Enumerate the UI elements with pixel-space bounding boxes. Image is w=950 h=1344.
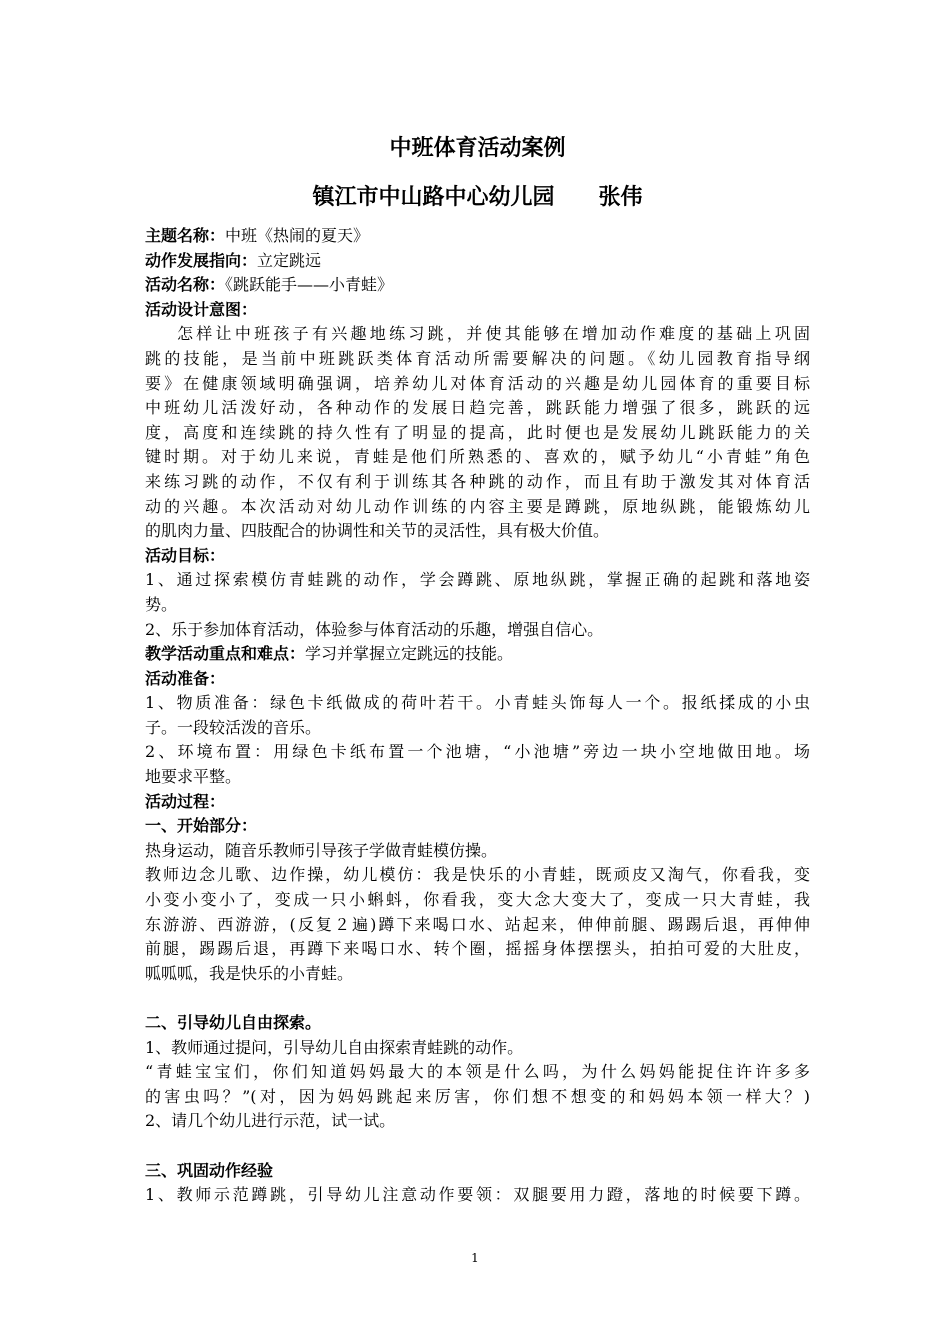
prep-line: 地要求平整。 [145, 767, 242, 787]
prep-line: 1、物质准备：绿色卡纸做成的荷叶若干。小青蛙头饰每人一个。报纸揉成的小虫 [145, 693, 810, 713]
part2-line: 2、请几个幼儿进行示范，试一试。 [145, 1111, 396, 1131]
direction-row [145, 249, 810, 274]
design-line: 的肌肉力量、四肢配合的协调性和关节的灵活性，具有极大价值。 [145, 521, 610, 541]
process-heading: 活动过程： [145, 791, 226, 811]
part1-line: 前腿，踢踢后退，再蹲下来喝口水、转个圈，摇摇身体摆摆头，拍拍可爱的大肚皮， [145, 939, 810, 959]
goal-line: 1、通过探索模仿青蛙跳的动作，学会蹲跳、原地纵跳，掌握正确的起跳和落地姿 [145, 570, 810, 590]
part1-line: 小变小变小了，变成一只小蝌蚪，你看我，变大念大变大了，变成一只大青蛙，我 [145, 890, 810, 910]
direction-label: 动作发展指向： [145, 250, 258, 270]
part1-line: 呱呱呱，我是快乐的小青蛙。 [145, 963, 354, 983]
design-heading: 活动设计意图： [145, 299, 258, 319]
prep-line: 子。一段较活泼的音乐。 [145, 717, 322, 737]
design-line: 动的兴趣。本次活动对幼儿动作训练的内容主要是蹲跳，原地纵跳，能锻炼幼儿 [145, 496, 810, 516]
part1-line: 东游游、西游游，(反复２遍)蹲下来喝口水、站起来，伸伸前腿、踢踢后退，再伸伸 [145, 914, 810, 934]
part3-heading: 三、巩固动作经验 [145, 1160, 274, 1180]
design-line: 度，高度和连续跳的持久性有了明显的提高，此时便也是发展幼儿跳跃能力的关 [145, 422, 810, 442]
design-line: 键时期。对于幼儿来说，青蛙是他们所熟悉的、喜欢的，赋予幼儿“小青蛙”角色 [145, 447, 810, 467]
part1-line: 热身运动，随音乐教师引导孩子学做青蛙模仿操。 [145, 840, 498, 860]
document-title: 中班体育活动案例 [389, 136, 566, 161]
key-points-label: 教学活动重点和难点： [145, 644, 306, 664]
design-line: 来练习跳的动作，不仅有利于训练其各种跳的动作，而且有助于激发其对体育活 [145, 471, 810, 491]
spacer [145, 1134, 810, 1159]
document-body [145, 224, 810, 1208]
part3-line: 1、教师示范蹲跳，引导幼儿注意动作要领：双腿要用力蹬，落地的时候要下蹲。 [145, 1185, 810, 1205]
prep-heading: 活动准备： [145, 668, 226, 688]
design-line: 跳的技能，是当前中班跳跃类体育活动所需要解决的问题。《幼儿园教育指导纲 [145, 348, 810, 368]
theme-row [145, 224, 810, 249]
design-line: 要》在健康领域明确强调，培养幼儿对体育活动的兴趣是幼儿园体育的重要目标 [145, 373, 810, 393]
part2-line: 的害虫吗？”(对，因为妈妈跳起来厉害，你们想不想变的和妈妈本领一样大？) [145, 1086, 810, 1106]
theme-value: 中班《热闹的夏天》 [225, 226, 370, 245]
goals-heading: 活动目标： [145, 545, 226, 565]
part2-line: “青蛙宝宝们，你们知道妈妈最大的本领是什么吗，为什么妈妈能捉住许许多多 [145, 1062, 810, 1082]
author-name: 张伟 [598, 185, 643, 210]
direction-value: 立定跳远 [257, 250, 322, 270]
author-line [145, 183, 810, 213]
spacer [145, 986, 810, 1011]
activity-value: 《跳跃能手——小青蛙》 [225, 275, 394, 295]
activity-row [145, 273, 810, 298]
goal-line: 势。 [145, 594, 178, 614]
theme-label: 主题名称： [145, 226, 226, 245]
key-points-row [145, 642, 810, 667]
design-line: 怎样让中班孩子有兴趣地练习跳，并使其能够在增加动作难度的基础上巩固 [177, 324, 810, 344]
part2-heading: 二、引导幼儿自由探索。 [145, 1013, 322, 1032]
design-line: 中班幼儿活泼好动，各种动作的发展日趋完善，跳跃能力增强了很多，跳跃的远 [145, 398, 810, 418]
key-points-value: 学习并掌握立定跳远的技能。 [305, 644, 514, 664]
prep-line: 2、环境布置：用绿色卡纸布置一个池塘，“小池塘”旁边一块小空地做田地。场 [145, 742, 810, 762]
part2-line: 1、教师通过提问，引导幼儿自由探索青蛙跳的动作。 [145, 1037, 524, 1057]
page-number: 1 [471, 1251, 479, 1265]
goal-line: 2、乐于参加体育活动，体验参与体育活动的乐趣，增强自信心。 [145, 619, 604, 639]
part1-line: 教师边念儿歌、边作操，幼儿模仿：我是快乐的小青蛙，既顽皮又淘气，你看我，变 [145, 865, 810, 885]
part1-heading: 一、开始部分： [145, 816, 258, 836]
school-name: 镇江市中山路中心幼儿园 [312, 185, 555, 210]
activity-label: 活动名称： [145, 275, 226, 295]
